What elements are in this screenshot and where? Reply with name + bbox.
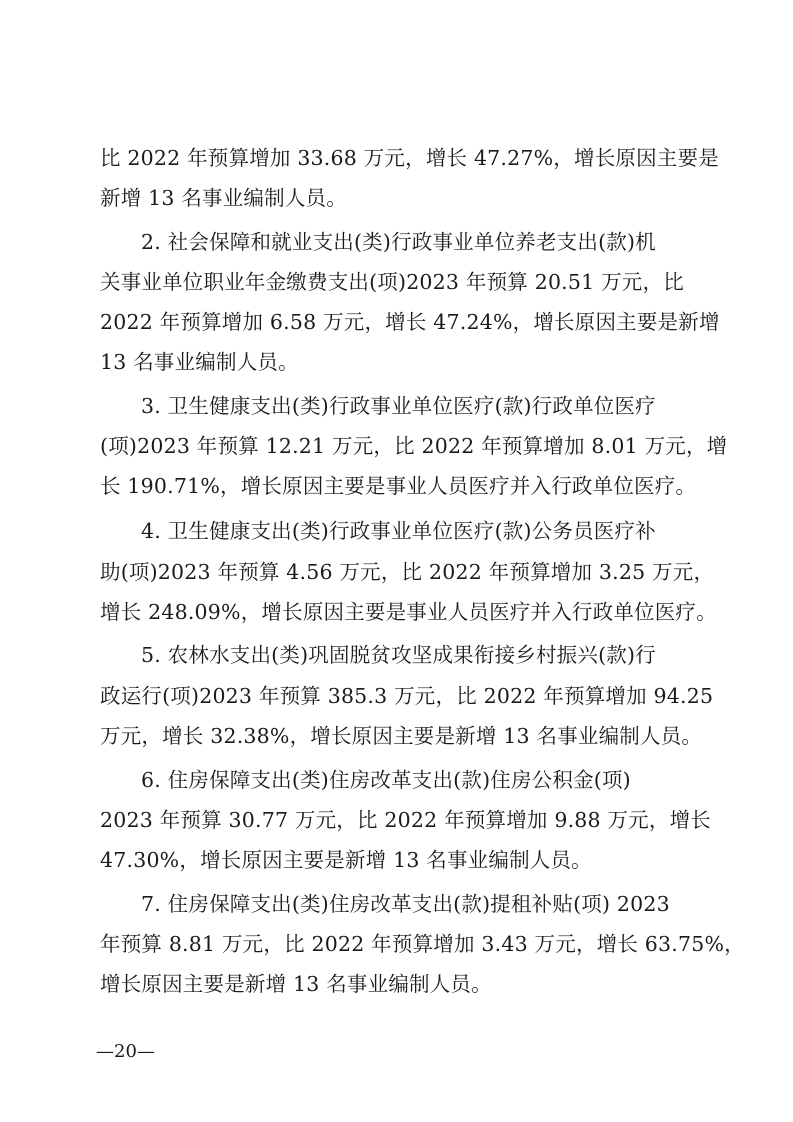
text-line: 13 名事业编制人员。 bbox=[100, 350, 299, 374]
text-line: 5. 农林水支出(类)巩固脱贫攻坚成果衔接乡村振兴(款)行 bbox=[141, 643, 656, 667]
text-line: 新增 13 名事业编制人员。 bbox=[100, 186, 347, 210]
text-line: 3. 卫生健康支出(类)行政事业单位医疗(款)行政单位医疗 bbox=[141, 394, 656, 418]
text-line: 关事业单位职业年金缴费支出(项)2023 年预算 20.51 万元，比 bbox=[100, 270, 684, 294]
text-line: 政运行(项)2023 年预算 385.3 万元，比 2022 年预算增加 94.25 bbox=[100, 684, 714, 708]
text-line: 2. 社会保障和就业支出(类)行政事业单位养老支出(款)机 bbox=[141, 230, 656, 254]
text-line: 增长 248.09%，增长原因主要是事业人员医疗并入行政单位医疗。 bbox=[100, 600, 717, 624]
text-line: 2022 年预算增加 6.58 万元，增长 47.24%，增长原因主要是新增 bbox=[100, 310, 720, 334]
text-line: 7. 住房保障支出(类)住房改革支出(款)提租补贴(项) 2023 bbox=[141, 892, 670, 916]
text-line: 年预算 8.81 万元，比 2022 年预算增加 3.43 万元，增长 63.75%， bbox=[100, 932, 745, 956]
text-line: 长 190.71%，增长原因主要是事业人员医疗并入行政单位医疗。 bbox=[100, 474, 697, 498]
text-line: 6. 住房保障支出(类)住房改革支出(款)住房公积金(项) bbox=[141, 768, 631, 792]
page-number: —20— bbox=[96, 1041, 155, 1062]
text-line: (项)2023 年预算 12.21 万元，比 2022 年预算增加 8.01 万元，增 bbox=[100, 434, 728, 458]
text-line: 47.30%，增长原因主要是新增 13 名事业编制人员。 bbox=[100, 848, 592, 872]
text-line: 增长原因主要是新增 13 名事业编制人员。 bbox=[100, 972, 492, 996]
text-line: 比 2022 年预算增加 33.68 万元，增长 47.27%，增长原因主要是 bbox=[100, 146, 719, 170]
text-line: 2023 年预算 30.77 万元，比 2022 年预算增加 9.88 万元，增长 bbox=[100, 808, 711, 832]
text-line: 4. 卫生健康支出(类)行政事业单位医疗(款)公务员医疗补 bbox=[141, 519, 656, 543]
text-line: 助(项)2023 年预算 4.56 万元，比 2022 年预算增加 3.25 万元， bbox=[100, 560, 715, 584]
text-line: 万元，增长 32.38%，增长原因主要是新增 13 名事业编制人员。 bbox=[100, 724, 703, 748]
